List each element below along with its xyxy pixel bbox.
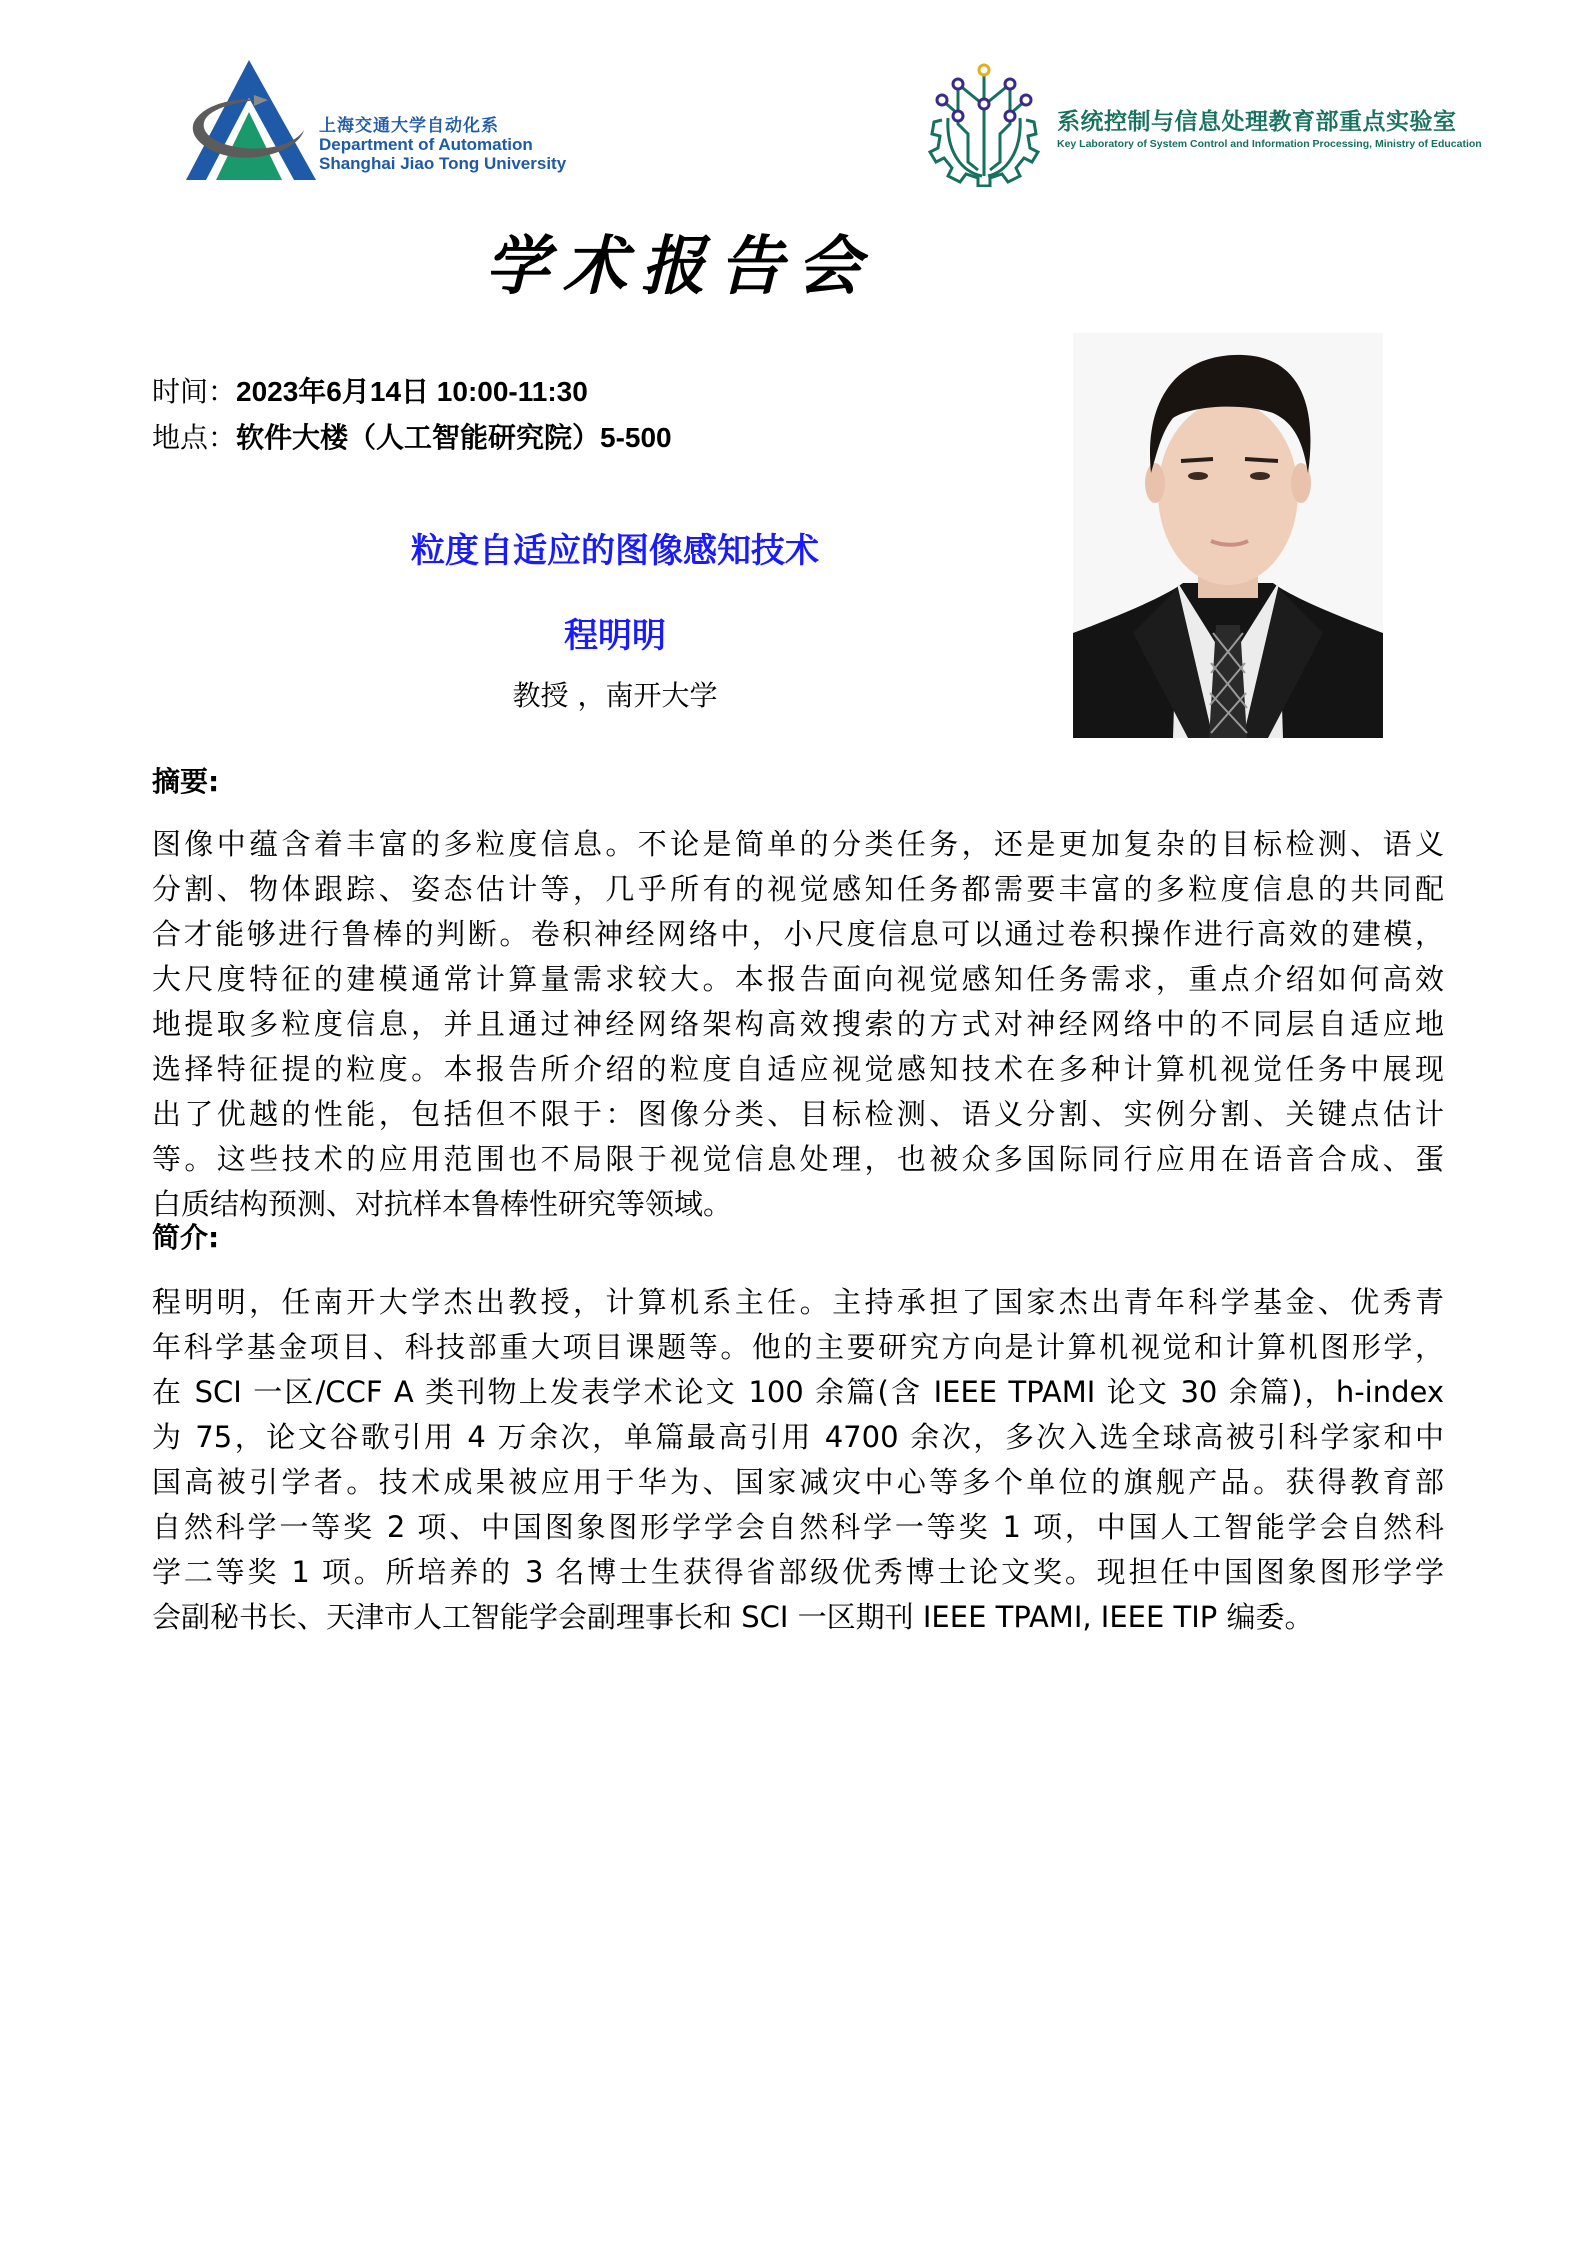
bio-line: 年科学基金项目、科技部重大项目课题等。他的主要研究方向是计算机视觉和计算机图形学， bbox=[152, 1330, 1444, 1364]
bio-line: 为 75，论文谷歌引用 4 万余次，单篇最高引用 4700 余次，多次入选全球高被引科学家和中 bbox=[152, 1420, 1444, 1454]
sjtu-name-en-1: Department of Automation bbox=[319, 135, 533, 154]
abstract-line: 白质结构预测、对抗样本鲁棒性研究等领域。 bbox=[152, 1187, 733, 1221]
event-time-label: 时间： bbox=[152, 376, 237, 407]
abstract-line: 大尺度特征的建模通常计算量需求较大。本报告面向视觉感知任务需求，重点介绍如何高效 bbox=[152, 962, 1444, 996]
key-lab-name-en: Key Laboratory of System Control and Information Processing, Ministry of Education bbox=[1057, 138, 1482, 150]
event-time-value: 2023年6月14日 10:00-11:30 bbox=[236, 376, 588, 407]
bio-heading: 简介: bbox=[152, 1221, 220, 1254]
speaker-affiliation: 教授 ，南开大学 bbox=[512, 679, 718, 712]
event-place bbox=[152, 418, 672, 458]
abstract-line: 等。这些技术的应用范围也不局限于视觉信息处理，也被众多国际同行应用在语音合成、蛋 bbox=[152, 1142, 1444, 1176]
sjtu-name-cn: 上海交通大学自动化系 bbox=[319, 116, 499, 135]
abstract-line: 地提取多粒度信息，并且通过神经网络架构高效搜索的方式对神经网络中的不同层自适应地 bbox=[152, 1007, 1444, 1041]
bio-line: 在 SCI 一区/CCF A 类刊物上发表学术论文 100 余篇(含 IEEE TPAMI 论文 30 余篇)，h-index bbox=[152, 1375, 1444, 1409]
abstract-line: 合才能够进行鲁棒的判断。卷积神经网络中，小尺度信息可以通过卷积操作进行高效的建模， bbox=[152, 917, 1444, 951]
page-title: 学术报告会 bbox=[485, 229, 875, 304]
triangle-a-logo-icon bbox=[186, 60, 316, 185]
sjtu-logo-text bbox=[319, 116, 566, 173]
speaker-portrait-icon bbox=[1073, 333, 1383, 738]
abstract-line: 选择特征提的粒度。本报告所介绍的粒度自适应视觉感知技术在多种计算机视觉任务中展现 bbox=[152, 1052, 1444, 1086]
bio-line: 国高被引学者。技术成果被应用于华为、国家减灾中心等多个单位的旗舰产品。获得教育部 bbox=[152, 1465, 1444, 1499]
bio-line: 会副秘书长、天津市人工智能学会副理事长和 SCI 一区期刊 IEEE TPAMI, IEEE TIP 编委。 bbox=[152, 1600, 1314, 1634]
event-time bbox=[152, 372, 588, 412]
speaker-name: 程明明 bbox=[564, 616, 666, 656]
sjtu-automation-logo bbox=[186, 60, 606, 185]
talk-title: 粒度自适应的图像感知技术 bbox=[411, 531, 819, 571]
abstract-line: 分割、物体跟踪、姿态估计等，几乎所有的视觉感知任务都需要丰富的多粒度信息的共同配 bbox=[152, 872, 1444, 906]
key-lab-name-cn: 系统控制与信息处理教育部重点实验室 bbox=[1057, 108, 1457, 134]
key-lab-logo-text bbox=[1057, 106, 1482, 152]
event-place-value: 软件大楼（人工智能研究院）5-500 bbox=[236, 422, 672, 453]
key-lab-logo bbox=[922, 62, 1482, 187]
bio-body bbox=[152, 1280, 1444, 1640]
abstract-line: 出了优越的性能，包括但不限于：图像分类、目标检测、语义分割、实例分割、关键点估计 bbox=[152, 1097, 1444, 1131]
abstract-heading: 摘要: bbox=[152, 765, 220, 798]
speaker-photo bbox=[1073, 333, 1383, 738]
event-place-label: 地点： bbox=[152, 422, 237, 453]
sjtu-name-en-2: Shanghai Jiao Tong University bbox=[319, 154, 567, 173]
bio-line: 程明明，任南开大学杰出教授，计算机系主任。主持承担了国家杰出青年科学基金、优秀青 bbox=[152, 1285, 1444, 1319]
bio-line: 学二等奖 1 项。所培养的 3 名博士生获得省部级优秀博士论文奖。现担任中国图象图形学学 bbox=[152, 1555, 1444, 1589]
gear-circuit-logo-icon bbox=[922, 62, 1047, 187]
abstract-line: 图像中蕴含着丰富的多粒度信息。不论是简单的分类任务，还是更加复杂的目标检测、语义 bbox=[152, 827, 1444, 861]
abstract-body bbox=[152, 822, 1444, 1227]
bio-line: 自然科学一等奖 2 项、中国图象图形学学会自然科学一等奖 1 项，中国人工智能学会自然科 bbox=[152, 1510, 1444, 1544]
